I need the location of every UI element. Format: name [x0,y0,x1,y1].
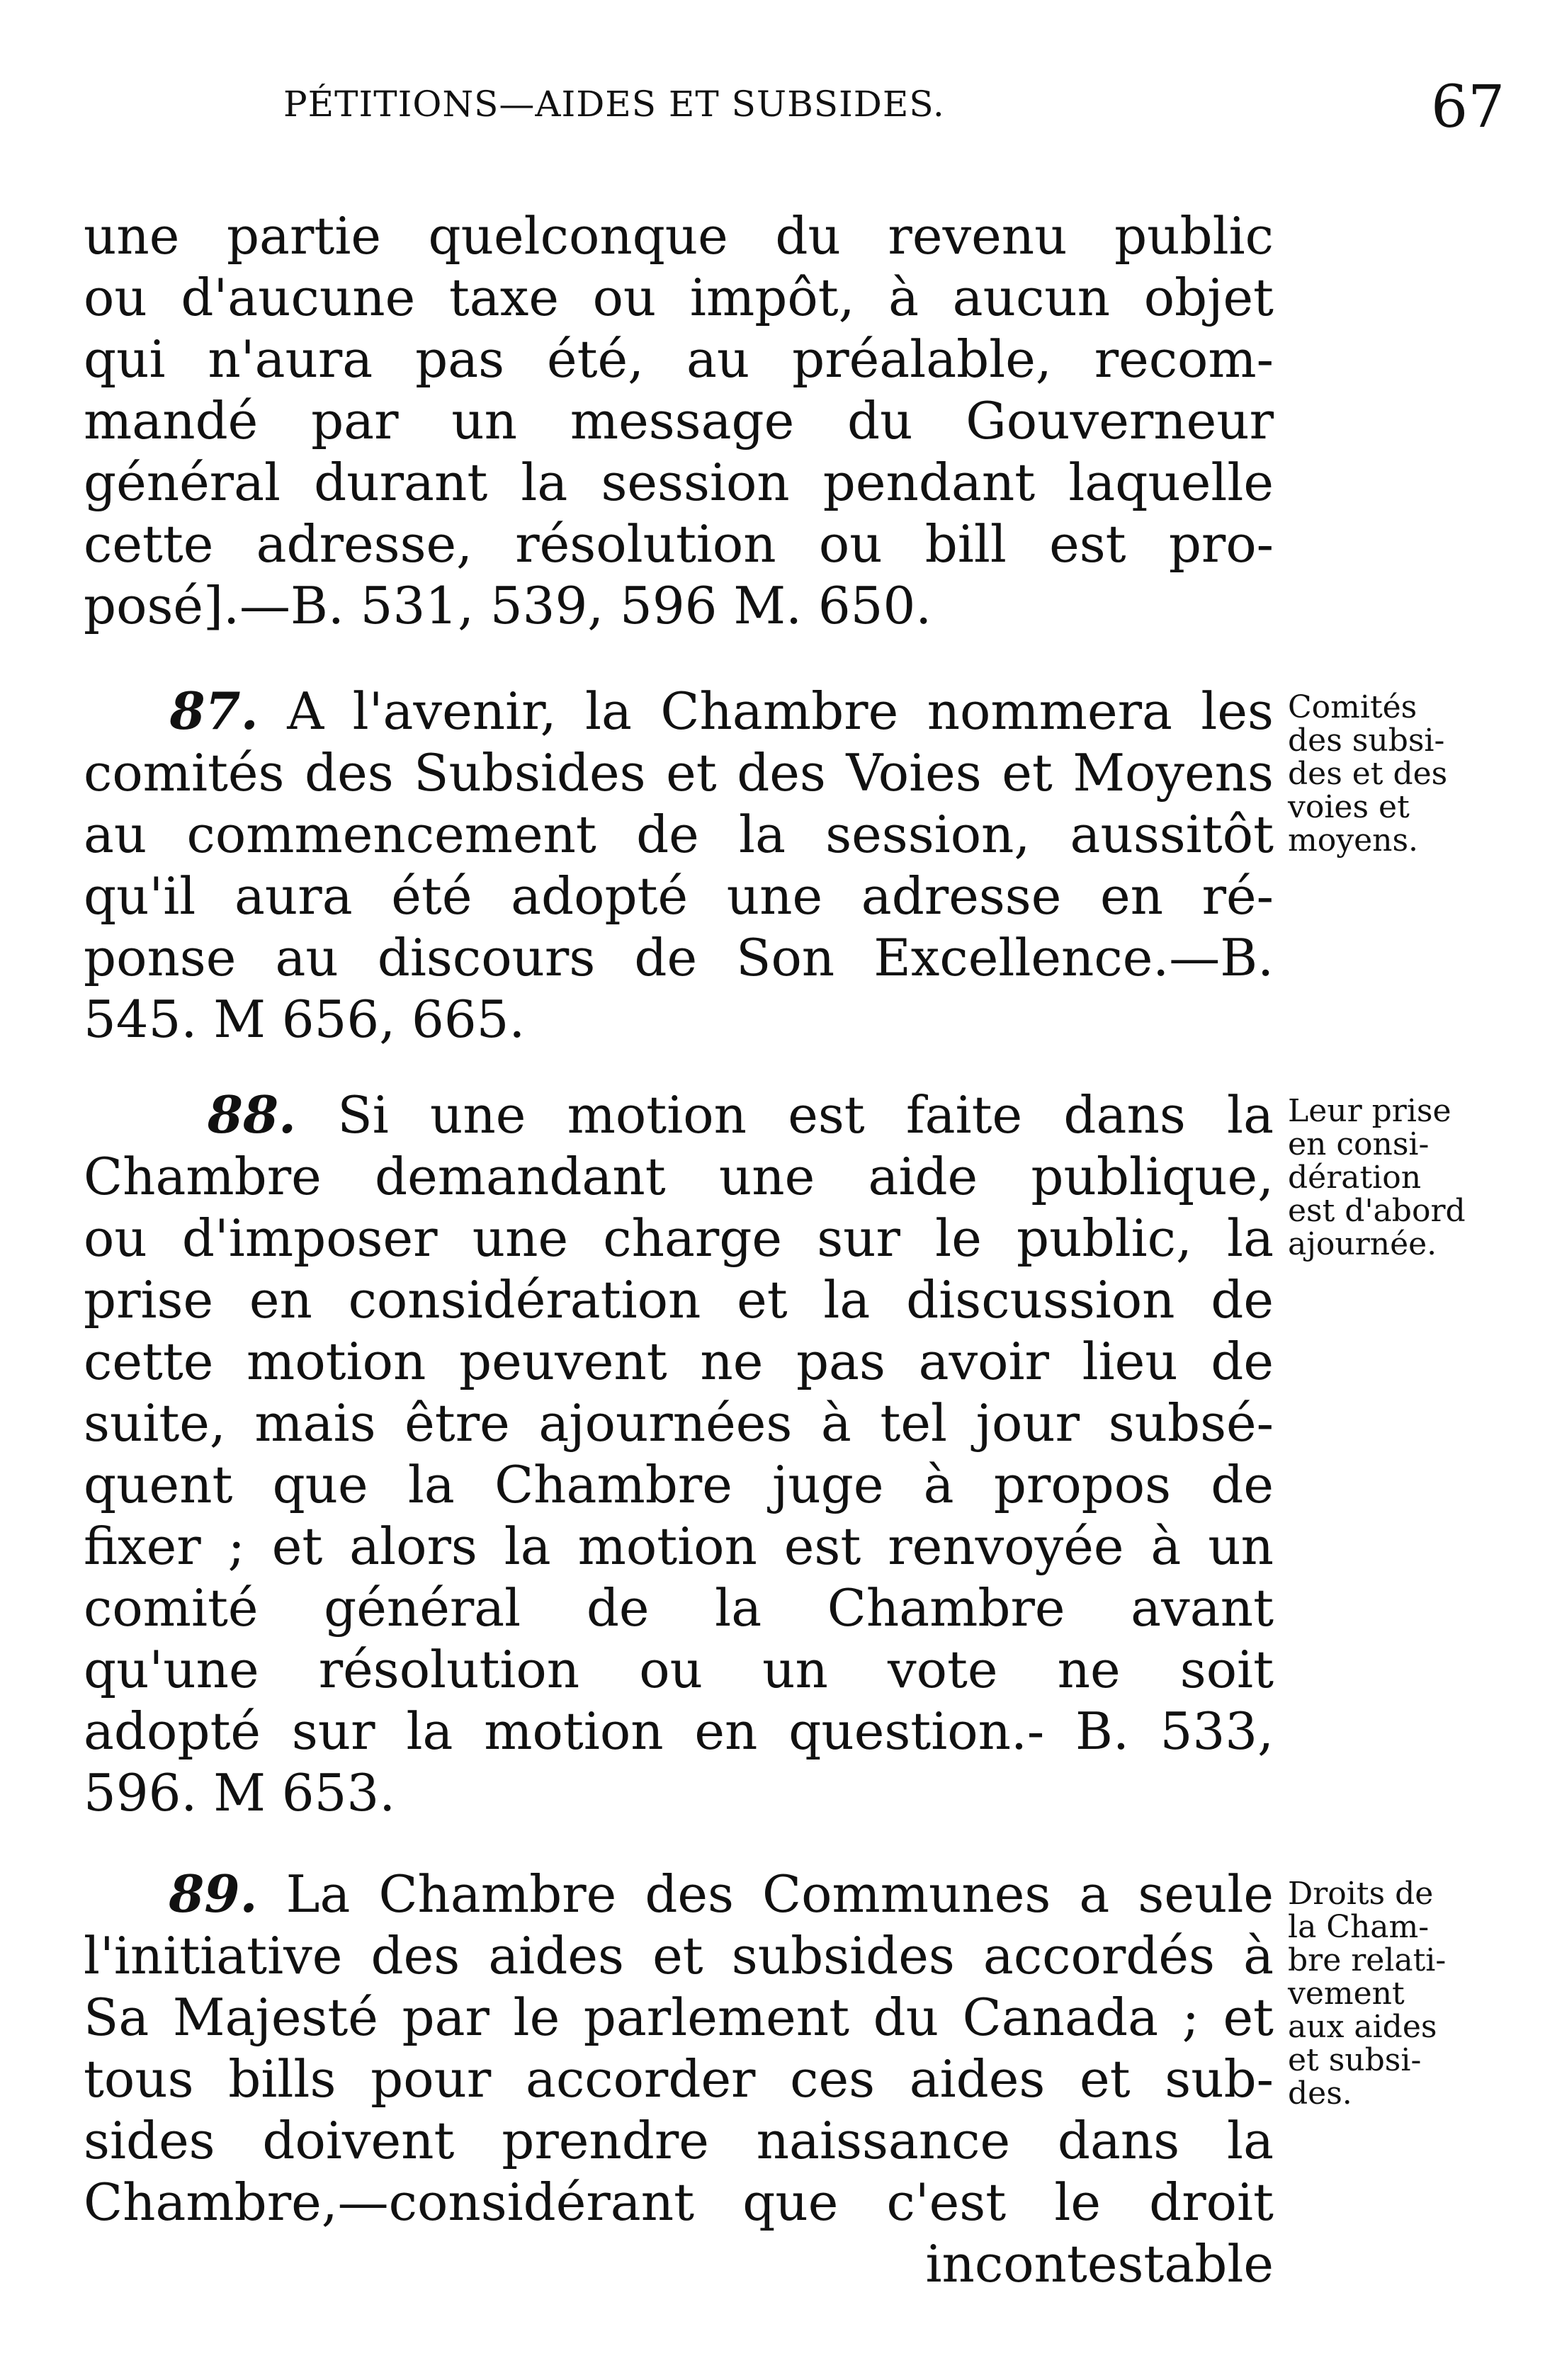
margin-note-line: bre relati- [1288,1942,1447,1978]
section-number: 87. [169,681,259,741]
text-line: suite, mais être ajournées à tel jour subsé- [84,1393,1274,1453]
text-line: quent que la Chambre juge à propos de [84,1455,1274,1514]
text-line: comités des Subsides et des Voies et Moyens [84,743,1274,803]
text-line: qui n'aura pas été, au préalable, recom- [84,329,1274,389]
text-line: qu'il aura été adopté une adresse en ré- [84,866,1274,926]
text-line [84,680,1274,742]
margin-note-line: voies et [1288,789,1410,825]
section-number: 89. [169,1864,258,1924]
margin-note-line: dération [1288,1160,1422,1196]
running-title: PÉTITIONS—AIDES ET SUBSIDES. [283,84,945,125]
text-line: incontestable [925,2234,1274,2294]
text-fragment: Si une motion est faite dans la [337,1085,1274,1145]
margin-note-line: aux aides [1288,2009,1437,2045]
text-line: fixer ; et alors la motion est renvoyée à un [84,1517,1274,1576]
text-line: prise en considération et la discussion de [84,1270,1274,1330]
margin-note-88 [1288,1094,1493,1261]
margin-note-line: Comités [1288,689,1417,725]
text-line: 545. M 656, 665. [84,990,526,1049]
text-line: posé].—B. 531, 539, 596 M. 650. [84,576,932,635]
text-line: tous bills pour accorder ces aides et sub- [84,2049,1274,2109]
text-line: ou d'aucune taxe ou impôt, à aucun objet [84,268,1274,327]
paragraph-section-89 [84,1863,1274,2295]
margin-note-line: Droits de [1288,1876,1434,1912]
page-number: 67 [1431,74,1505,141]
text-fragment: La Chambre des Communes a seule [285,1864,1274,1924]
text-line: cette adresse, résolution ou bill est pro- [84,514,1274,574]
margin-note-line: des. [1288,2075,1352,2112]
text-line: sides doivent prendre naissance dans la [84,2111,1274,2170]
margin-note-line: est d'abord [1288,1193,1466,1229]
paragraph-section-88 [84,1084,1274,1824]
text-line: comité général de la Chambre avant [84,1578,1274,1638]
margin-note-line: la Cham- [1288,1909,1430,1945]
text-line: qu'une résolution ou un vote ne soit [84,1640,1274,1699]
margin-note-line: des et des [1288,756,1448,792]
text-line: au commencement de la session, aussitôt [84,805,1274,864]
paragraph-section-87 [84,680,1274,1050]
margin-note-87 [1288,691,1493,857]
text-line: ou d'imposer une charge sur le public, la [84,1208,1274,1268]
text-line: Chambre demandant une aide publique, [84,1147,1274,1206]
margin-note-line: moyens. [1288,822,1419,858]
text-line: 596. M 653. [84,1763,396,1823]
section-number: 88. [207,1084,297,1145]
text-line: ponse au discours de Son Excellence.—B. [84,928,1274,987]
text-line: mandé par un message du Gouverneur [84,391,1274,450]
text-line [84,1863,1274,1925]
text-line: Sa Majesté par le parlement du Canada ; et [84,1988,1274,2047]
text-line: adopté sur la motion en question.- B. 533, [84,1701,1274,1761]
margin-note-89 [1288,1877,1493,2110]
margin-note-line: Leur prise [1288,1093,1451,1129]
paragraph-continuation [84,205,1274,637]
text-line: l'initiative des aides et subsides accordés à [84,1926,1274,1985]
margin-note-line: et subsi- [1288,2042,1422,2078]
text-line: cette motion peuvent ne pas avoir lieu de [84,1332,1274,1391]
text-line: général durant la session pendant laquelle [84,453,1274,512]
text-line: Chambre,—considérant que c'est le droit [84,2172,1274,2232]
margin-note-line: des subsi- [1288,722,1445,759]
text-line [84,1084,1274,1146]
margin-note-line: vement [1288,1976,1405,2012]
margin-note-line: ajournée. [1288,1226,1437,1262]
margin-note-line: en consi- [1288,1126,1430,1162]
text-line: une partie quelconque du revenu public [84,206,1274,266]
text-fragment: A l'avenir, la Chambre nommera les [287,681,1274,741]
